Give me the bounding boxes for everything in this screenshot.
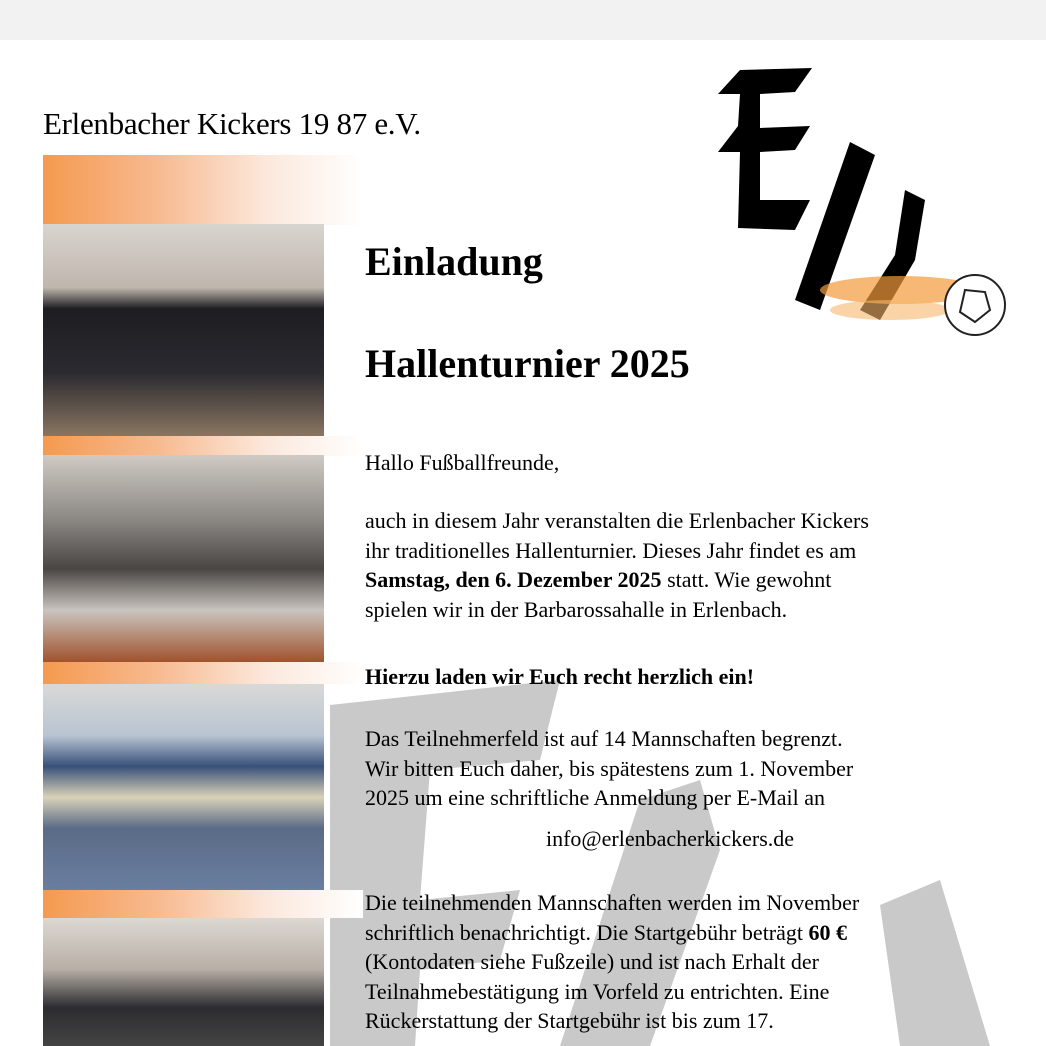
photo-trophy-ceremony <box>43 224 324 436</box>
text-line: Das Teilnehmerfeld ist auf 14 Mannschaften begrenzt. <box>365 726 843 751</box>
text-line: Teilnahmebestätigung im Vorfeld zu entrichten. Eine <box>365 978 830 1004</box>
paragraph-intro <box>365 506 869 624</box>
page-title: Einladung <box>365 239 543 284</box>
text-line <box>365 918 859 948</box>
photo-award <box>43 918 324 1046</box>
text-line <box>365 565 869 595</box>
text-fragment: schriftlich benachrichtigt. Die Startgebühr beträgt <box>365 919 809 945</box>
text-line: auch in diesem Jahr veranstalten die Erlenbacher Kickers <box>365 508 869 533</box>
photo-hall-teams <box>43 684 324 890</box>
paragraph-registration <box>365 724 853 813</box>
text-line: spielen wir in der Barbarossahalle in Erlenbach. <box>365 596 788 622</box>
contact-email[interactable]: info@erlenbacherkickers.de <box>545 826 795 851</box>
club-name: Erlenbacher Kickers 19 87 e.V. <box>43 106 421 141</box>
greeting: Hallo Fußballfreunde, <box>365 450 560 475</box>
paragraph-fee <box>365 888 859 1036</box>
photo-team-celebration <box>43 455 324 662</box>
club-logo <box>700 60 1020 360</box>
text-fragment: statt. Wie gewohnt <box>661 567 832 592</box>
invite-line: Hierzu laden wir Euch recht herzlich ein! <box>365 664 755 689</box>
text-line: ihr traditionelles Hallenturnier. Dieses Jahr findet es am <box>365 537 857 563</box>
event-date: Samstag, den 6. Dezember 2025 <box>365 567 662 592</box>
text-line: Wir bitten Euch daher, bis spätestens zum 1. November <box>365 755 854 781</box>
orange-divider <box>43 662 363 684</box>
orange-divider <box>43 890 363 918</box>
orange-divider <box>43 436 363 456</box>
text-line: (Kontodaten siehe Fußzeile) und ist nach Erhalt der <box>365 949 819 974</box>
orange-banner <box>43 155 363 225</box>
page-subtitle: Hallenturnier 2025 <box>365 341 690 386</box>
text-line: 2025 um eine schriftliche Anmeldung per E-Mail an <box>365 785 826 810</box>
entry-fee: 60 € <box>808 919 848 945</box>
text-line: Die teilnehmenden Mannschaften werden im November <box>365 890 860 915</box>
text-line: Rückerstattung der Startgebühr ist bis zum 17. <box>365 1008 774 1033</box>
